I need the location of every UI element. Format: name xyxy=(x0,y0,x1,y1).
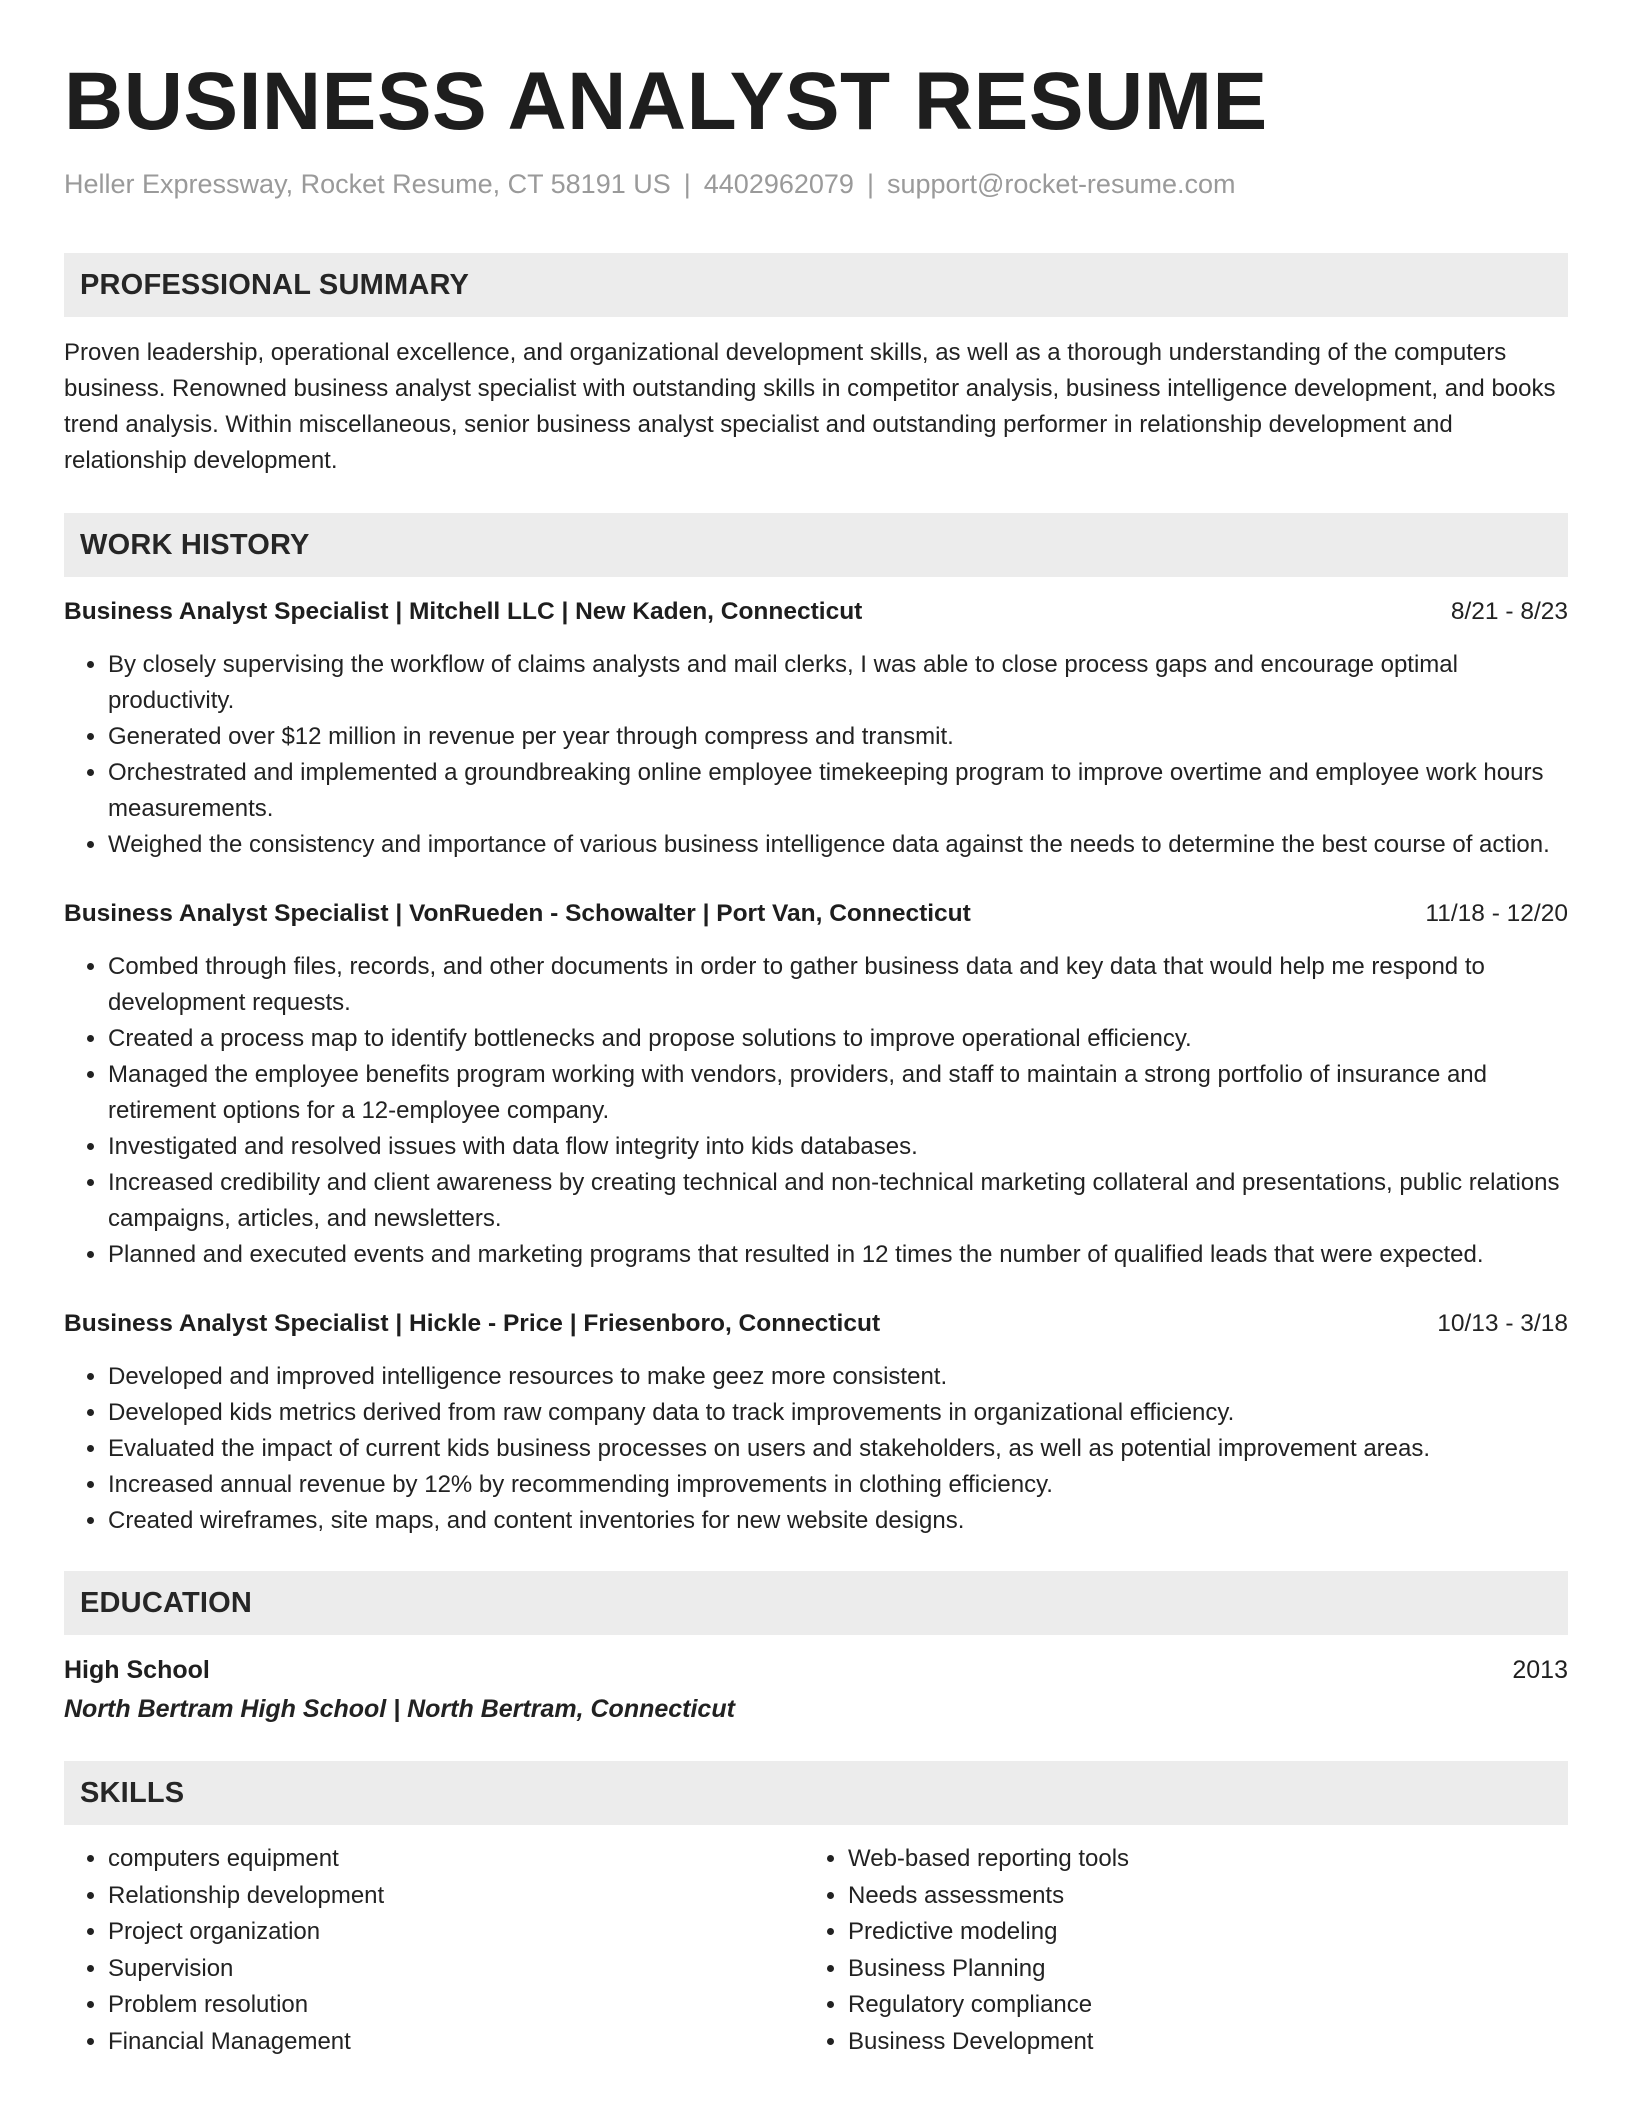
contact-separator: | xyxy=(683,169,691,199)
education-school: North Bertram High School | North Bertram, Connecticut xyxy=(64,1695,735,1723)
education-degree: High School xyxy=(64,1656,210,1684)
section-heading-skills: SKILLS xyxy=(64,1761,1568,1825)
skill-item: • Project organization xyxy=(108,1914,804,1951)
job-date: 10/13 - 3/18 xyxy=(1437,1310,1568,1337)
job-bullets xyxy=(64,949,1568,1273)
resume-page xyxy=(64,52,1568,2060)
contact-line xyxy=(64,166,1568,202)
skill-item: • Predictive modeling xyxy=(848,1914,1564,1951)
job-bullet: • Increased annual revenue by 12% by recommending improvements in clothing efficiency. xyxy=(108,1467,1568,1503)
contact-separator: | xyxy=(866,169,874,199)
skill-item: • Problem resolution xyxy=(108,1987,804,2024)
skills-list xyxy=(64,1841,804,2060)
job-header xyxy=(64,1307,1568,1341)
job-bullets xyxy=(64,1359,1568,1539)
skill-item: • Regulatory compliance xyxy=(848,1987,1564,2024)
job-entry xyxy=(64,595,1568,863)
job-title: Business Analyst Specialist | Mitchell LLC | New Kaden, Connecticut xyxy=(64,598,863,625)
skill-item: • Needs assessments xyxy=(848,1878,1564,1915)
job-bullet: • Created a process map to identify bottlenecks and propose solutions to improve operational efficiency. xyxy=(108,1021,1568,1057)
phone-text: 4402962079 xyxy=(703,169,854,199)
job-bullet: • Generated over $12 million in revenue per year through compress and transmit. xyxy=(108,719,1568,755)
education-header xyxy=(64,1651,1568,1689)
job-bullet: • Developed and improved intelligence resources to make geez more consistent. xyxy=(108,1359,1568,1395)
skills-list xyxy=(804,1841,1564,2060)
job-bullet: • Created wireframes, site maps, and content inventories for new website designs. xyxy=(108,1503,1568,1539)
skill-item: • Supervision xyxy=(108,1951,804,1988)
skill-item: • Business Development xyxy=(848,2024,1564,2061)
skills-column-left xyxy=(64,1841,804,2060)
skills-grid xyxy=(64,1841,1568,2060)
job-header xyxy=(64,897,1568,931)
job-entry xyxy=(64,897,1568,1273)
summary-text: Proven leadership, operational excellence, and organizational development skills, as well as a thorough understanding of the computers business. Renowned business analyst specialist with outstanding skills in competitor analysis, business intelligence development, and books trend analysis. Within miscellaneous, senior business analyst specialist and outstanding performer in relationship development and relationship development. xyxy=(64,339,1556,474)
skill-item: • Relationship development xyxy=(108,1878,804,1915)
education-year: 2013 xyxy=(1512,1656,1568,1684)
job-header xyxy=(64,595,1568,629)
email-text: support@rocket-resume.com xyxy=(886,169,1236,199)
job-date: 11/18 - 12/20 xyxy=(1425,900,1568,927)
skills-column-right xyxy=(804,1841,1564,2060)
job-bullet: • Planned and executed events and marketing programs that resulted in 12 times the number of qualified leads that were expected. xyxy=(108,1237,1568,1273)
skill-item: • Web-based reporting tools xyxy=(848,1841,1564,1878)
section-heading-education: EDUCATION xyxy=(64,1571,1568,1635)
job-title: Business Analyst Specialist | Hickle - Price | Friesenboro, Connecticut xyxy=(64,1310,881,1337)
job-bullet: • Developed kids metrics derived from raw company data to track improvements in organizational efficiency. xyxy=(108,1395,1568,1431)
job-bullet: • Managed the employee benefits program working with vendors, providers, and staff to maintain a strong portfolio of insurance and retirement options for a 12-employee company. xyxy=(108,1057,1568,1129)
job-bullet: • By closely supervising the workflow of claims analysts and mail clerks, I was able to close process gaps and encourage optimal productivity. xyxy=(108,647,1568,719)
resume-title: BUSINESS ANALYST RESUME xyxy=(64,56,1268,147)
job-bullet: • Weighed the consistency and importance of various business intelligence data against the needs to determine the best course of action. xyxy=(108,827,1568,863)
skill-item: • Business Planning xyxy=(848,1951,1564,1988)
job-bullets xyxy=(64,647,1568,863)
job-bullet: • Increased credibility and client awareness by creating technical and non-technical marketing collateral and presentations, public relations campaigns, articles, and newsletters. xyxy=(108,1165,1568,1237)
job-bullet: • Investigated and resolved issues with data flow integrity into kids databases. xyxy=(108,1129,1568,1165)
job-bullet: • Evaluated the impact of current kids business processes on users and stakeholders, as well as potential improvement areas. xyxy=(108,1431,1568,1467)
job-date: 8/21 - 8/23 xyxy=(1450,598,1568,625)
address-text: Heller Expressway, Rocket Resume, CT 58191 US xyxy=(64,169,671,199)
skill-item: • Financial Management xyxy=(108,2024,804,2061)
job-title: Business Analyst Specialist | VonRueden - Schowalter | Port Van, Connecticut xyxy=(64,900,971,927)
skill-item: • computers equipment xyxy=(108,1841,804,1878)
section-heading-work-history: WORK HISTORY xyxy=(64,513,1568,577)
job-bullet: • Orchestrated and implemented a groundbreaking online employee timekeeping program to improve overtime and employee work hours measurements. xyxy=(108,755,1568,827)
job-bullet: • Combed through files, records, and other documents in order to gather business data and key data that would help me respond to development requests. xyxy=(108,949,1568,1021)
job-entry xyxy=(64,1307,1568,1539)
section-heading-summary: PROFESSIONAL SUMMARY xyxy=(64,253,1568,317)
